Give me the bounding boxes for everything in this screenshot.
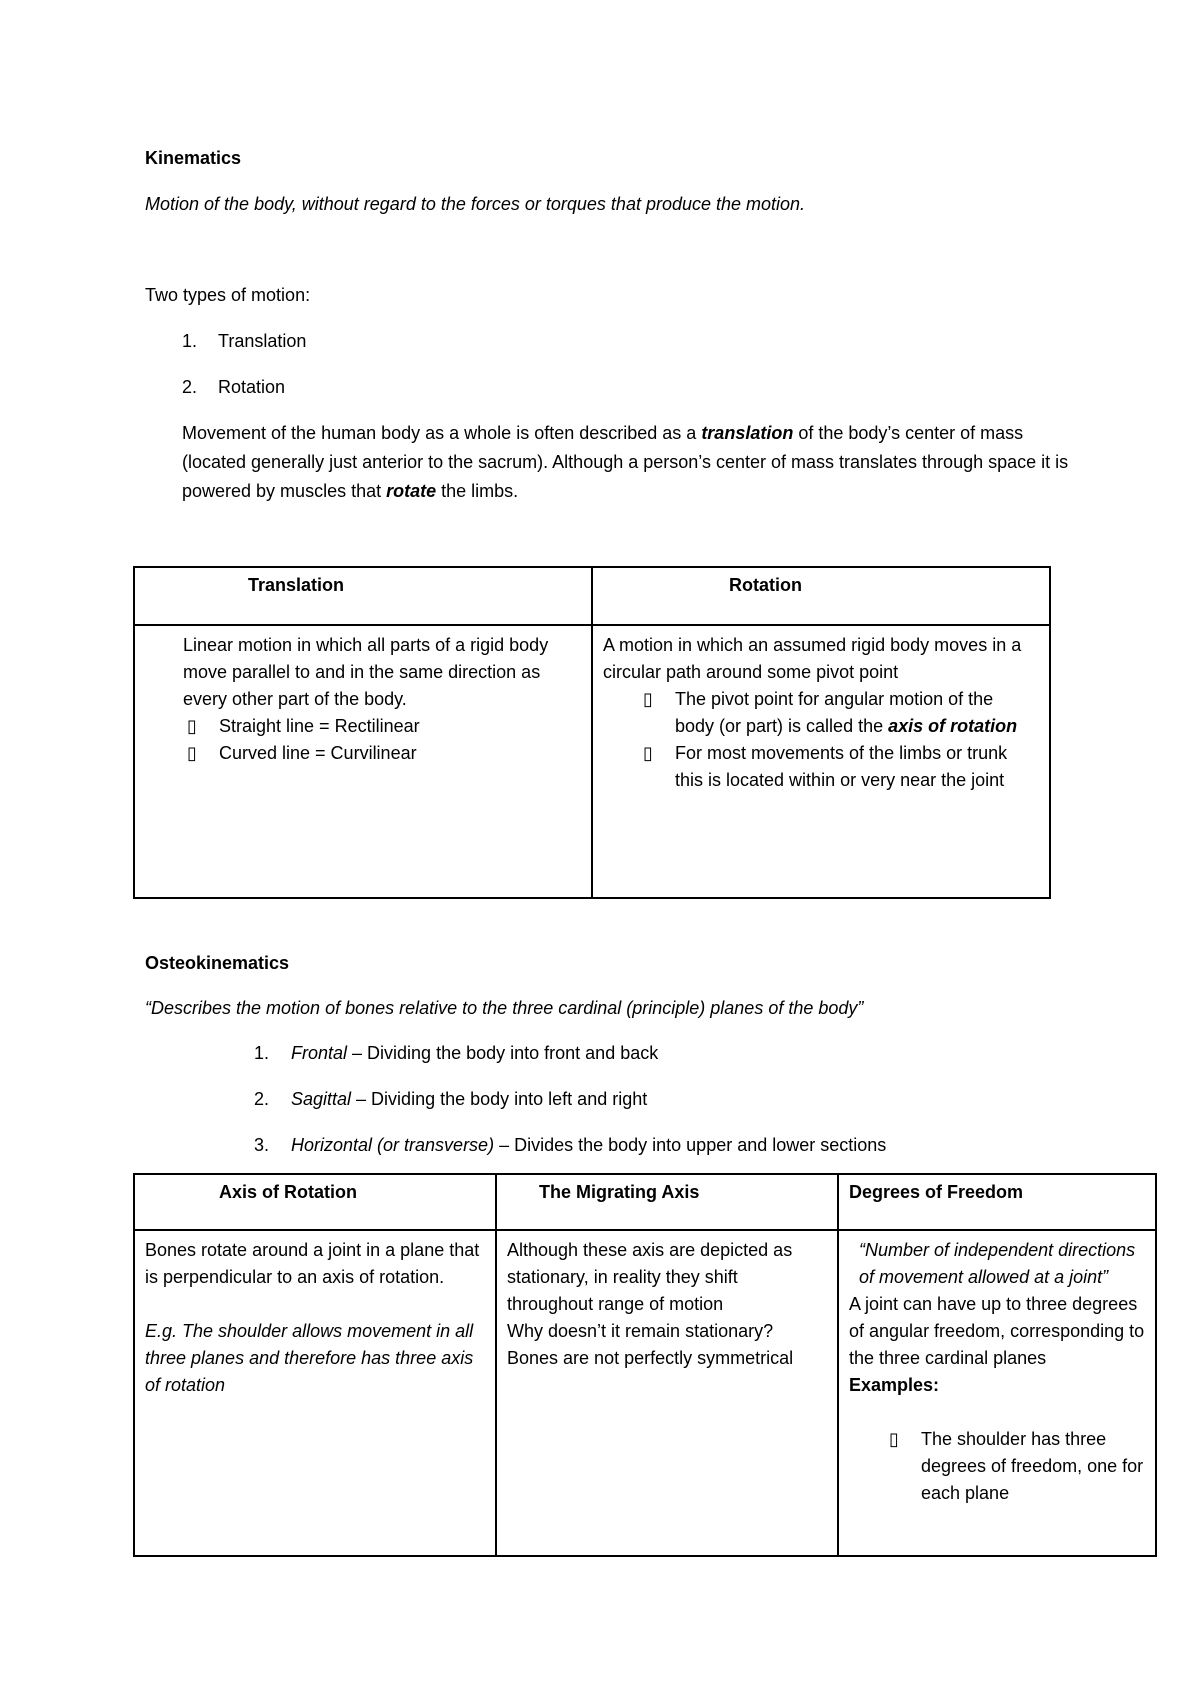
motion-type-label: Rotation <box>218 377 286 397</box>
translation-definition: Linear motion in which all parts of a rigid body move parallel to and in the same direction as every other part of the body. <box>183 635 549 709</box>
migrating-question: Why doesn’t it remain stationary? <box>507 1321 774 1341</box>
table-header: Rotation <box>592 567 1050 625</box>
list-item: ▯ For most movements of the limbs or trunk this is located within or very near the joint <box>639 740 1035 794</box>
bullet-icon: ▯ <box>187 743 197 763</box>
dof-quote: “Number of independent directions of movement allowed at a joint” <box>859 1240 1136 1287</box>
axis-example: E.g. The shoulder allows movement in all three planes and therefore has three axis of rotation <box>145 1321 474 1395</box>
dof-cell <box>838 1230 1156 1556</box>
osteokinematics-quote: “Describes the motion of bones relative to the three cardinal (principle) planes of the body” <box>145 998 864 1018</box>
migrating-cell <box>496 1230 838 1556</box>
bullet-icon: ▯ <box>187 716 197 736</box>
dof-definition: A joint can have up to three degrees of angular freedom, corresponding to the three cardinal planes <box>849 1294 1145 1368</box>
table-header: The Migrating Axis <box>496 1174 838 1230</box>
rotation-cell <box>592 625 1050 898</box>
plane-item: Horizontal (or transverse) – Divides the body into upper and lower sections <box>291 1135 887 1155</box>
list-item: ▯ Straight line = Rectilinear <box>183 713 577 740</box>
plane-number: 1. <box>254 1043 270 1063</box>
plane-number: 3. <box>254 1135 270 1155</box>
bullet-icon: ▯ <box>643 743 653 763</box>
translation-cell <box>134 625 592 898</box>
table-header: Axis of Rotation <box>134 1174 496 1230</box>
translation-rotation-table <box>133 566 1051 899</box>
table-header: Degrees of Freedom <box>838 1174 1156 1230</box>
axis-definition: Bones rotate around a joint in a plane that is perpendicular to an axis of rotation. <box>145 1240 480 1287</box>
osteokinematics-title: Osteokinematics <box>145 953 290 973</box>
table-header: Translation <box>134 567 592 625</box>
axis-cell <box>134 1230 496 1556</box>
kinematics-title: Kinematics <box>145 148 242 168</box>
dof-examples-label: Examples: <box>849 1375 940 1395</box>
plane-item: Frontal – Dividing the body into front and back <box>291 1043 659 1063</box>
migrating-definition: Although these axis are depicted as stationary, in reality they shift throughout range of motion <box>507 1240 793 1314</box>
kinematics-definition: Motion of the body, without regard to the forces or torques that produce the motion. <box>145 194 806 214</box>
plane-number: 2. <box>254 1089 270 1109</box>
list-item: ▯ The shoulder has three degrees of freedom, one for each plane <box>885 1426 1147 1507</box>
list-item: ▯ Curved line = Curvilinear <box>183 740 577 767</box>
motion-type-number: 1. <box>182 331 198 351</box>
motion-type-label: Translation <box>218 331 307 351</box>
axis-freedom-table <box>133 1173 1157 1557</box>
migrating-answer: Bones are not perfectly symmetrical <box>507 1348 794 1368</box>
movement-paragraph: Movement of the human body as a whole is often described as a translation of the body’s center of mass (located generally just anterior to the sacrum). Although a person’s center of mass translates through space it is powered by muscles that rotate the limbs. <box>182 423 1069 501</box>
list-item: ▯ The pivot point for angular motion of the body (or part) is called the axis of rotation <box>639 686 1035 740</box>
bullet-icon: ▯ <box>889 1429 899 1449</box>
bullet-icon: ▯ <box>643 689 653 709</box>
motion-type-number: 2. <box>182 377 198 397</box>
rotation-definition: A motion in which an assumed rigid body moves in a circular path around some pivot point <box>603 635 1022 682</box>
plane-item: Sagittal – Dividing the body into left and right <box>291 1089 648 1109</box>
motion-types-intro: Two types of motion: <box>145 285 311 305</box>
